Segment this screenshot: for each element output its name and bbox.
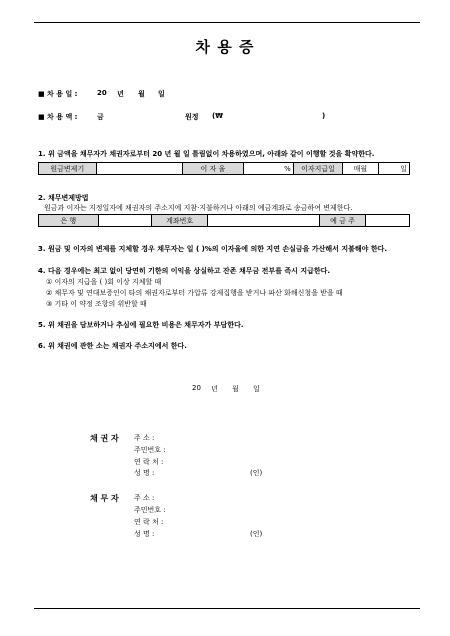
borrow-date-label: ■ 차 용 일 :	[38, 90, 78, 98]
debtor-role: 채 무 자	[90, 494, 119, 503]
creditor-role: 채 권 자	[90, 434, 119, 443]
document-title: 차 용 증	[195, 38, 255, 56]
repayment-terms-table	[38, 162, 410, 175]
section-2-text: 원금과 이자는 지정일자에 채권자의 주소지에 지참·지불하거나 아래의 예금계좌로 송금하여 변제한다.	[44, 204, 353, 212]
cell-principal-due-label: 원금변제기	[39, 163, 97, 175]
borrow-date-year: 년	[117, 90, 124, 98]
cell-interest-rate-label: 이 자 율	[182, 163, 244, 175]
creditor-seal-mark: (인)	[250, 469, 263, 477]
cell-interest-date-label: 이자지급일	[293, 163, 343, 175]
cell-interest-rate-percent: %	[244, 163, 294, 175]
signing-date-month: 월	[232, 385, 239, 393]
signing-date-year: 년	[211, 385, 218, 393]
cell-principal-due-value	[96, 163, 182, 175]
cell-interest-monthly: 매월	[343, 163, 378, 175]
bottom-rule	[34, 608, 420, 609]
borrow-date-month: 월	[138, 90, 145, 98]
section-3-text: 3. 원금 및 이자의 변제를 지체할 경우 채무자는 일 ( )%의 이자율에 의한 지연 손실금을 가산해서 지불해야 한다.	[38, 245, 388, 253]
cell-account-value	[208, 215, 320, 227]
borrow-amount-label: ■ 차 용 액 :	[38, 113, 78, 121]
creditor-name-label: 성 명 :	[134, 469, 155, 477]
debtor-contact-label: 연 락 처 :	[134, 518, 164, 526]
bank-account-table	[38, 214, 410, 227]
cell-holder-value	[366, 215, 410, 227]
creditor-id-label: 주민번호 :	[134, 446, 166, 454]
debtor-address-label: 주 소 :	[134, 494, 155, 502]
borrow-amount-won: 원정	[185, 113, 199, 121]
borrow-amount-paren-open: (₩	[212, 112, 223, 120]
section-4-item-1: ① 이자의 지급을 ( )회 이상 지체할 때	[46, 278, 162, 286]
debtor-id-label: 주민번호 :	[134, 506, 166, 514]
cell-interest-day: 일	[378, 163, 409, 175]
section-2-heading: 2. 채무변제방법	[38, 194, 89, 202]
creditor-contact-label: 연 락 처 :	[134, 458, 164, 466]
section-5-text: 5. 위 채권을 담보하거나 추심에 필요한 비용은 채무자가 부담한다.	[38, 321, 244, 329]
signing-date-day: 일	[253, 385, 260, 393]
section-4-heading: 4. 다음 경우에는 최고 없이 당연히 기한의 이익을 상실하고 잔존 채무금 전부를 즉시 지급한다.	[38, 267, 331, 275]
cell-account-label: 계좌번호	[152, 215, 208, 227]
cell-holder-label: 예 금 주	[320, 215, 366, 227]
section-4-item-3: ③ 기타 이 약정 조항의 위반할 때	[46, 300, 147, 308]
signing-date-year-value: 20	[192, 384, 201, 392]
borrow-amount-paren-close: )	[322, 112, 326, 120]
cell-bank-value	[98, 215, 152, 227]
cell-bank-label: 은 행	[39, 215, 99, 227]
creditor-address-label: 주 소 :	[134, 434, 155, 442]
borrow-date-year-value: 20	[97, 89, 107, 97]
debtor-seal-mark: (인)	[250, 530, 263, 538]
section-1-heading: 1. 위 금액을 채무자가 채권자로부터 20 년 월 일 틀림없이 차용하였으며, 아래와 같이 이행할 것을 확약한다.	[38, 150, 375, 158]
borrow-date-day: 일	[158, 90, 165, 98]
section-6-text: 6. 위 채권에 관한 소는 채권자 주소지에서 한다.	[38, 342, 187, 350]
debtor-name-label: 성 명 :	[134, 530, 155, 538]
borrow-amount-prefix: 금	[97, 113, 104, 121]
section-4-item-2: ② 채무자 및 연대보증인이 타의 채권자로부터 가압류 강제집행을 받거나 파산 화해신청을 받을 때	[46, 289, 343, 297]
top-rule	[34, 22, 420, 23]
